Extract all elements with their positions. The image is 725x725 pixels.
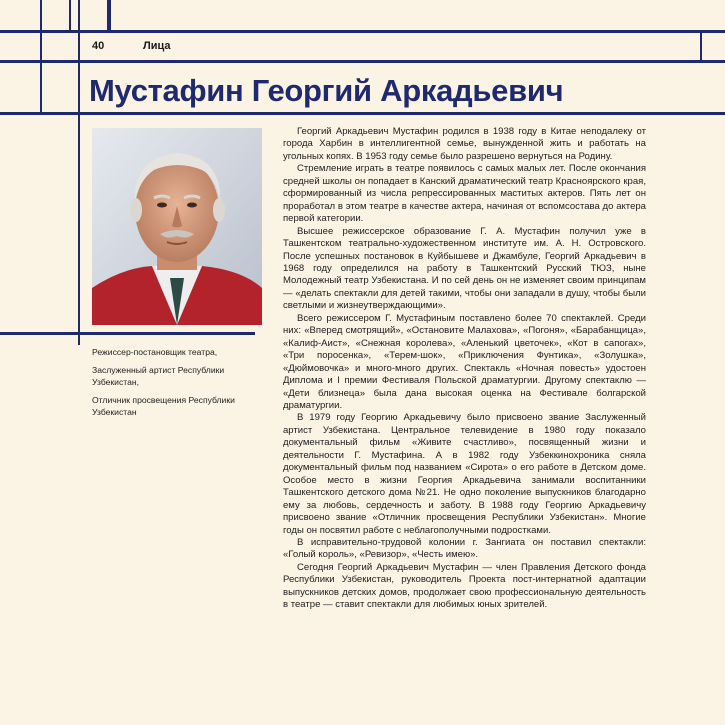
page-number: 40 — [92, 40, 105, 52]
vertical-rule-left — [40, 0, 42, 115]
person-caption — [92, 346, 257, 424]
caption-line: Режиссер-постановщик театра, — [92, 347, 218, 357]
person-name-heading: Мустафин Георгий Аркадьевич — [89, 73, 564, 108]
vertical-rule-3 — [107, 0, 111, 33]
bio-paragraph: Стремление играть в театре появилось с самых малых лет. После окончания средней школы он попадает в Канский драматический театр Красноярского края, сформированный из числа репрессированных маститых актеров. Пять лет он проработал в этом театре в качестве актера, начиная от вспомсостава до актера первой категории. — [283, 163, 646, 225]
bio-paragraph: Всего режиссером Г. Мустафиным поставлено более 70 спектаклей. Среди них: «Вперед смотрящий», «Остановите Малахова», «Погоня», «Барабанщица», «Калиф-Аист», «Снежная королева», «Аленький цветочек», «Кот в сапогах», «Три поросенка», «Терем-шок», «Приключения Фунтика», «Золушка», «Дюймовочка» и много-много других. Спектакль «Ночная повесть» удостоен Диплома и I премии Фестиваля Польской драматургии. Другому спектаклю — «Дети близнеца» была дана высокая оценка на Фестивале болгарской драматургии. — [283, 312, 646, 411]
caption-line: Отличник просвещения Республики Узбекистан — [92, 394, 235, 417]
biography-text — [283, 126, 646, 612]
bio-paragraph: Сегодня Георгий Аркадьевич Мустафин — член Правления Детского фонда Республики Узбекистан, руководитель Проекта пост-интернатной адаптации выпускников детских домов, продолжает свою профессиональную деятельность в театре — ставит спектакли для любимых юных зрителей. — [283, 561, 646, 611]
bio-paragraph: Георгий Аркадьевич Мустафин родился в 1938 году в Китае неподалеку от города Харбин в интеллигентной семье, вынужденной жить и работать на угольных копях. В 1953 году семье было разрешено вернуться на Родину. — [283, 126, 646, 162]
bio-paragraph: В исправительно-трудовой колонии г. Зангиата он поставил спектакли: «Голый король», «Ревизор», «Честь имею». — [283, 536, 646, 561]
caption-line: Заслуженный артист Республики Узбекистан, — [92, 364, 225, 387]
bio-paragraph: Высшее режиссерское образование Г. А. Мустафин получил уже в Ташкентском театрально-художественном институте им. А. Н. Островского. После успешных постановок в Куйбышеве и Джамбуле, Георгий Аркадьевич в 1968 году определился на работу в Ташкентский Русский ТЮЗ, ныне Молодежный театр Узбекистана. И по сей день он не изменяет своим принципам — «делать спектакли для детей такими, чтобы они западали в душу, чтобы были светлыми и жизнеутверждающими». — [283, 225, 646, 312]
title-underline-rule — [0, 112, 725, 115]
section-title: Лица — [143, 40, 171, 52]
photo-bottom-rule — [0, 332, 255, 335]
vertical-rule-2 — [78, 0, 80, 345]
vertical-rule-1 — [69, 0, 71, 33]
bio-paragraph: В 1979 году Георгию Аркадьевичу было присвоено звание Заслуженный артист Узбекистана. Центральное телевидение в 1980 году показало документальный фильм «Живите счастливо», посвященный жизни и деятельности Г. Мустафина. А в 1982 году Узбеккинохроника сняла документальный фильм под названием «Сирота» о его работе в Детском доме. Особое место в жизни Георгия Аркадьевича занимали воспитанники Ташкентского детского дома №21. Не одно поколение выпускников благодарно ему за любовь, сердечность и заботу. В 1988 году Георгию Аркадьевичу присвоено звание «Отличник просвещения Республики Узбекистан». Многие годы он посвятил работе с неблагополучными подростками. — [283, 412, 646, 536]
header-rule — [0, 60, 725, 63]
portrait-photo — [92, 128, 262, 325]
right-vertical-rule — [700, 30, 702, 63]
